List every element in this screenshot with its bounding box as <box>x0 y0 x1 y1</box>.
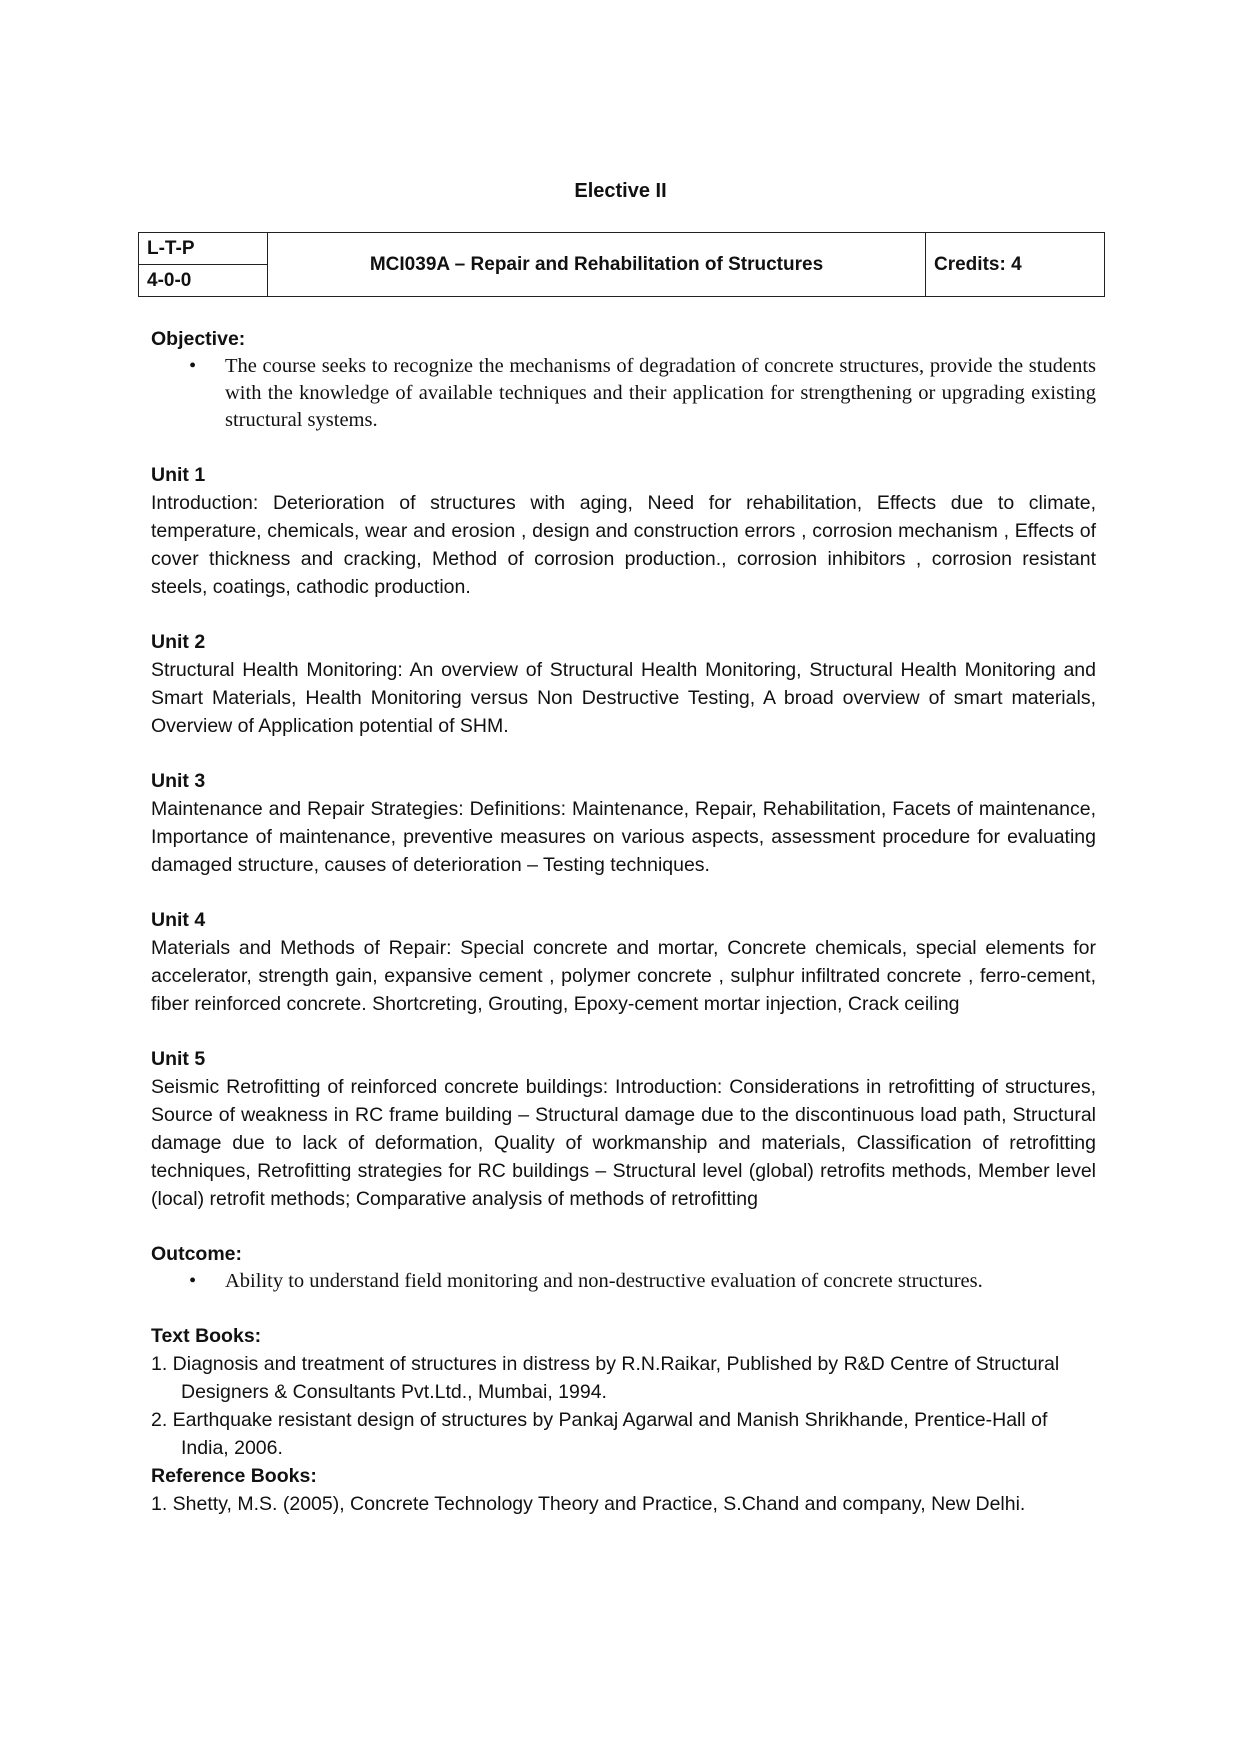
unit-text: Introduction: Deterioration of structures with aging, Need for rehabilitation, Effects due to climate, temperature, chemicals, wear and erosion , design and construction errors , corrosion mechanism , Effects of cover thickness and cracking, Method of corrosion production., corrosion inhibitors , corrosion resistant steels, coatings, cathodic production. <box>151 492 1096 598</box>
ltp-label-cell: L-T-P <box>139 233 268 265</box>
text-book-item: 2. Earthquake resistant design of structures by Pankaj Agarwal and Manish Shrikhande, Prentice-Hall of India, 2006. <box>151 1409 1048 1459</box>
text-books-heading: Text Books: <box>151 1325 262 1347</box>
outcome-text: Ability to understand field monitoring and non-destructive evaluation of concrete structures. <box>225 1270 983 1292</box>
unit-3-section <box>151 767 1096 879</box>
bullet-icon: • <box>189 1270 197 1292</box>
unit-1-section <box>151 461 1096 601</box>
credits-cell: Credits: 4 <box>926 233 1105 297</box>
ltp-value-cell: 4-0-0 <box>139 265 268 297</box>
page-title: Elective II <box>574 180 667 202</box>
unit-text: Seismic Retrofitting of reinforced concrete buildings: Introduction: Considerations in retrofitting of structures, Source of weakness in RC frame building – Structural damage due to the discontinuous load path, Structural damage due to lack of deformation, Quality of workmanship and materials, Classification of retrofitting techniques, Retrofitting strategies for RC buildings – Structural level (global) retrofits methods, Member level (local) retrofit methods; Comparative analysis of methods of retrofitting <box>151 1076 1096 1210</box>
objective-item <box>189 353 1096 434</box>
course-name-cell: MCI039A – Repair and Rehabilitation of Structures <box>268 233 926 297</box>
reference-book-item: 1. Shetty, M.S. (2005), Concrete Technology Theory and Practice, S.Chand and company, New Delhi. <box>151 1493 1026 1515</box>
unit-heading: Unit 4 <box>151 909 206 931</box>
unit-text: Structural Health Monitoring: An overview of Structural Health Monitoring, Structural Health Monitoring and Smart Materials, Health Monitoring versus Non Destructive Testing, A broad overview of smart materials, Overview of Application potential of SHM. <box>151 659 1096 737</box>
text-book-item: 1. Diagnosis and treatment of structures in distress by R.N.Raikar, Published by R&D Centre of Structural Designers & Consultants Pvt.Ltd., Mumbai, 1994. <box>151 1353 1060 1403</box>
outcome-section <box>151 1240 1096 1295</box>
unit-heading: Unit 5 <box>151 1048 206 1070</box>
syllabus-content <box>151 325 1096 1518</box>
unit-text: Materials and Methods of Repair: Special concrete and mortar, Concrete chemicals, special elements for accelerator, strength gain, expansive cement , polymer concrete , sulphur infiltrated concrete , ferro-cement, fiber reinforced concrete. Shortcreting, Grouting, Epoxy-cement mortar injection, Crack ceiling <box>151 937 1096 1015</box>
reference-books-section <box>151 1462 1096 1518</box>
outcome-item <box>189 1268 1096 1295</box>
course-info-table <box>138 232 1105 297</box>
unit-5-section <box>151 1045 1096 1213</box>
text-books-section <box>151 1322 1096 1462</box>
unit-text: Maintenance and Repair Strategies: Definitions: Maintenance, Repair, Rehabilitation, Facets of maintenance, Importance of maintenance, preventive measures on various aspects, assessment procedure for evaluating damaged structure, causes of deterioration – Testing techniques. <box>151 798 1096 876</box>
unit-heading: Unit 3 <box>151 770 206 792</box>
unit-2-section <box>151 628 1096 740</box>
outcome-heading: Outcome: <box>151 1243 243 1265</box>
bullet-icon: • <box>189 355 197 377</box>
objective-text: The course seeks to recognize the mechanisms of degradation of concrete structures, provide the students with the knowledge of available techniques and their application for strengthening or upgrading existing structural systems. <box>225 355 1096 431</box>
unit-heading: Unit 1 <box>151 464 206 486</box>
objective-heading: Objective: <box>151 328 246 350</box>
unit-heading: Unit 2 <box>151 631 206 653</box>
unit-4-section <box>151 906 1096 1018</box>
reference-books-heading: Reference Books: <box>151 1465 317 1487</box>
